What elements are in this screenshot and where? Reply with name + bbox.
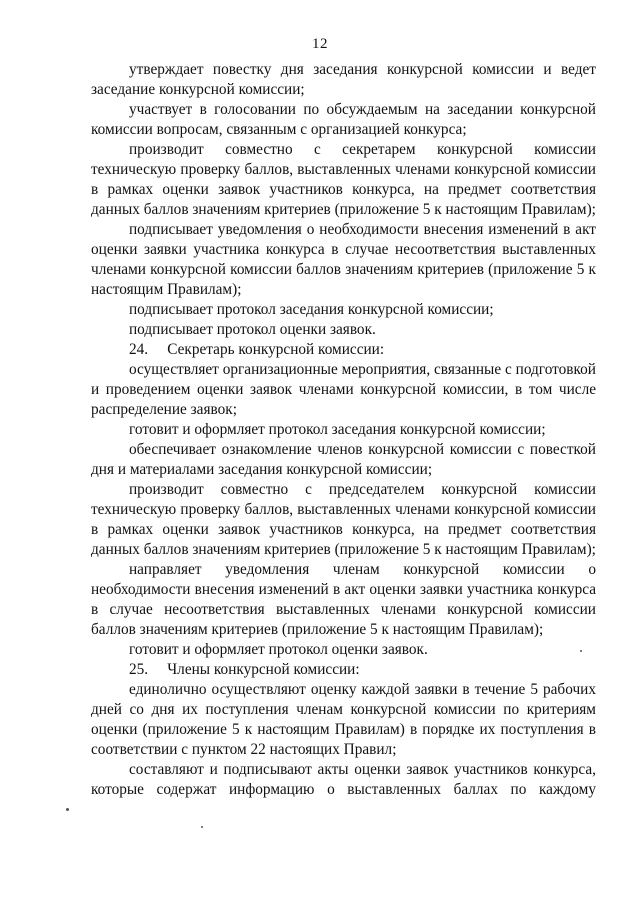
section-heading-25: 25. Члены конкурсной комиссии: xyxy=(129,661,360,678)
scan-speck xyxy=(66,808,69,811)
paragraph: производит совместно с председателем конкурсной комиссии техническую проверку баллов, выставленных членами конкурсной комиссии в рамках оценки заявок участников конкурса, на предмет соответствия данных баллов значениям критериев (приложение 5 к настоящим Правилам); xyxy=(91,481,596,558)
paragraph: подписывает протокол заседания конкурсной комиссии; xyxy=(129,301,494,318)
paragraph: подписывает протокол оценки заявок. xyxy=(129,321,376,338)
paragraph: утверждает повестку дня заседания конкурсной комиссии и ведет заседание конкурсной комиссии; xyxy=(91,61,596,98)
paragraph: осуществляет организационные мероприятия, связанные с подготовкой и проведением оценки заявок членами конкурсной комиссии, в том числе распределение заявок; xyxy=(91,361,596,418)
document-body xyxy=(91,60,596,800)
scan-speck xyxy=(201,826,203,828)
paragraph: единолично осуществляют оценку каждой заявки в течение 5 рабочих дней со дня их поступления членам конкурсной комиссии по критериям оценки (приложение 5 к настоящим Правилам) в порядке их поступления в соответствии с пунктом 22 настоящих Правил; xyxy=(91,681,596,758)
section-heading-24: 24. Секретарь конкурсной комиссии: xyxy=(129,341,385,358)
paragraph: подписывает уведомления о необходимости внесения изменений в акт оценки заявки участника конкурса в случае несоответствия выставленных членами конкурсной комиссии баллов значениям критериев (приложение 5 к настоящим Правилам); xyxy=(91,221,596,298)
paragraph: производит совместно с секретарем конкурсной комиссии техническую проверку баллов, выставленных членами конкурсной комиссии в рамках оценки заявок участников конкурса, на предмет соответствия данных баллов значениям критериев (приложение 5 к настоящим Правилам); xyxy=(91,141,596,218)
paragraph: участвует в голосовании по обсуждаемым на заседании конкурсной комиссии вопросам, связанным с организацией конкурса; xyxy=(91,101,596,138)
paragraph: готовит и оформляет протокол оценки заявок. xyxy=(129,641,428,658)
paragraph: обеспечивает ознакомление членов конкурсной комиссии с повесткой дня и материалами заседания конкурсной комиссии; xyxy=(91,441,596,478)
paragraph: составляют и подписывают акты оценки заявок участников конкурса, которые содержат информацию о выставленных баллах по каждому xyxy=(91,761,596,798)
paragraph: готовит и оформляет протокол заседания конкурсной комиссии; xyxy=(129,421,546,438)
scan-speck xyxy=(580,650,582,652)
page-number: 12 xyxy=(312,36,328,52)
paragraph: направляет уведомления членам конкурсной комиссии о необходимости внесения изменений в акт оценки заявки участника конкурса в случае несоответствия выставленных членами конкурсной комиссии баллов значениям критериев (приложение 5 к настоящим Правилам); xyxy=(91,561,596,638)
